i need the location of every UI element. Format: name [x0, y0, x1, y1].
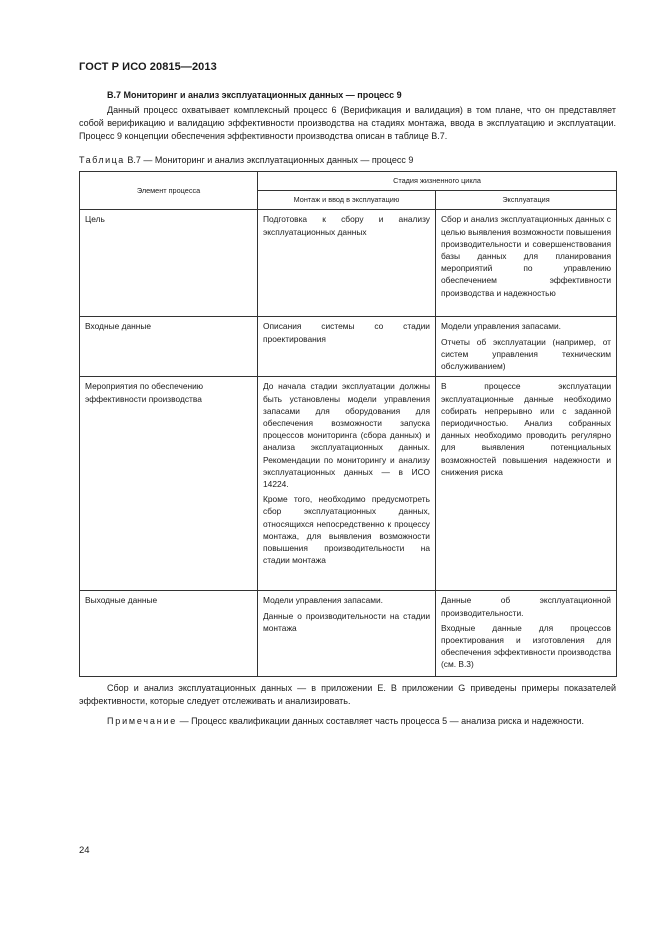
cell-text: Кроме того, необходимо предусмотреть сбор эксплуатационных данных, относящихся непосредственно к процессу монтажа, для выявления возможности повышения производительности на стадии монтажа	[263, 494, 430, 566]
cell-text: Подготовка к сбору и анализу эксплуатационных данных	[263, 214, 430, 237]
cell-text: Цель	[85, 214, 105, 225]
header-operation: Эксплуатация	[436, 191, 617, 210]
cell-text: Отчеты об эксплуатации (например, от систем управления техническим обслуживанием)	[441, 336, 611, 372]
cell-text: Данные о производительности на стадии монтажа	[263, 610, 430, 633]
after-table-paragraph: Сбор и анализ эксплуатационных данных — в приложении Е. В приложении G приведены примеры показателей эффективности, которые следует отслеживать и анализировать.	[79, 683, 616, 706]
header-element: Элемент процесса	[80, 172, 258, 210]
intro-paragraph: Данный процесс охватывает комплексный процесс 6 (Верификация и валидация) в том плане, что он представляет собой верификацию и валидацию эффективности производства на стадиях монтажа, ввода в эксплуатацию и эксплуатации. Процесс 9 концепции обеспечения эффективности производства описан в таблице В.7.	[79, 105, 616, 141]
cell-text: Данные об эксплуатационной производительности.	[441, 595, 611, 618]
cell-text: Входные данные	[85, 321, 152, 332]
table-caption-title: В.7 — Мониторинг и анализ эксплуатационных данных — процесс 9	[127, 155, 414, 165]
cell-text: Мероприятия по обеспечению эффективности производства	[85, 381, 204, 404]
standard-code-header: ГОСТ Р ИСО 20815—2013	[79, 61, 217, 73]
process-table	[79, 171, 617, 677]
cell-text: До начала стадии эксплуатации должны быть установлены модели управления запасами для оборудования для обеспечения возможности запуска процессов мониторинга (сбора данных) и анализа эксплуатационных данных. Рекомендации по мониторингу и анализу эксплуатационных данных — в ИСО 14224.	[263, 381, 430, 490]
row-element-cell	[80, 377, 258, 591]
cell-text: Модели управления запасами.	[441, 321, 562, 332]
note-text: — Процесс квалификации данных составляет часть процесса 5 — анализа риска и надежности.	[177, 716, 584, 726]
header-install: Монтаж и ввод в эксплуатацию	[258, 191, 436, 210]
table-row	[80, 317, 617, 377]
note-label: Примечание	[107, 716, 178, 726]
cell-text: Модели управления запасами.	[263, 595, 384, 606]
table-row	[80, 210, 617, 317]
cell-text: Описания системы со стадии проектирования	[263, 321, 430, 344]
row-install-cell	[258, 317, 436, 377]
cell-text: Входные данные для процессов проектирования и изготовления для обеспечения эффективности производства (см. В.3)	[441, 622, 611, 670]
row-install-cell	[258, 377, 436, 591]
page-number: 24	[79, 845, 90, 856]
row-install-cell	[258, 210, 436, 317]
row-element-cell	[80, 317, 258, 377]
row-operation-cell	[436, 377, 617, 591]
row-operation-cell	[436, 210, 617, 317]
row-element-cell	[80, 591, 258, 677]
table-row	[80, 591, 617, 677]
section-heading: В.7 Мониторинг и анализ эксплуатационных данных — процесс 9	[107, 90, 402, 100]
note-paragraph	[79, 715, 616, 728]
cell-text: В процессе эксплуатации эксплуатационные данные необходимо собирать непрерывно или с заданной периодичностью. Анализ собранных данных необходимо проводить регулярно для выявления потенциальных возможностей повышения надежности и снижения риска	[441, 381, 611, 477]
row-install-cell	[258, 591, 436, 677]
header-stage: Стадия жизненного цикла	[258, 172, 617, 191]
row-operation-cell	[436, 591, 617, 677]
row-operation-cell	[436, 317, 617, 377]
table-row	[80, 377, 617, 591]
cell-text: Сбор и анализ эксплуатационных данных с целью выявления возможности повышения производительности и совершенствования базы данных для планирования мероприятий по управлению обеспечением эффективности производства и надежностью	[441, 214, 611, 298]
table-caption	[79, 155, 619, 165]
cell-text: Выходные данные	[85, 595, 158, 606]
row-element-cell	[80, 210, 258, 317]
table-caption-label: Таблица	[79, 155, 125, 165]
